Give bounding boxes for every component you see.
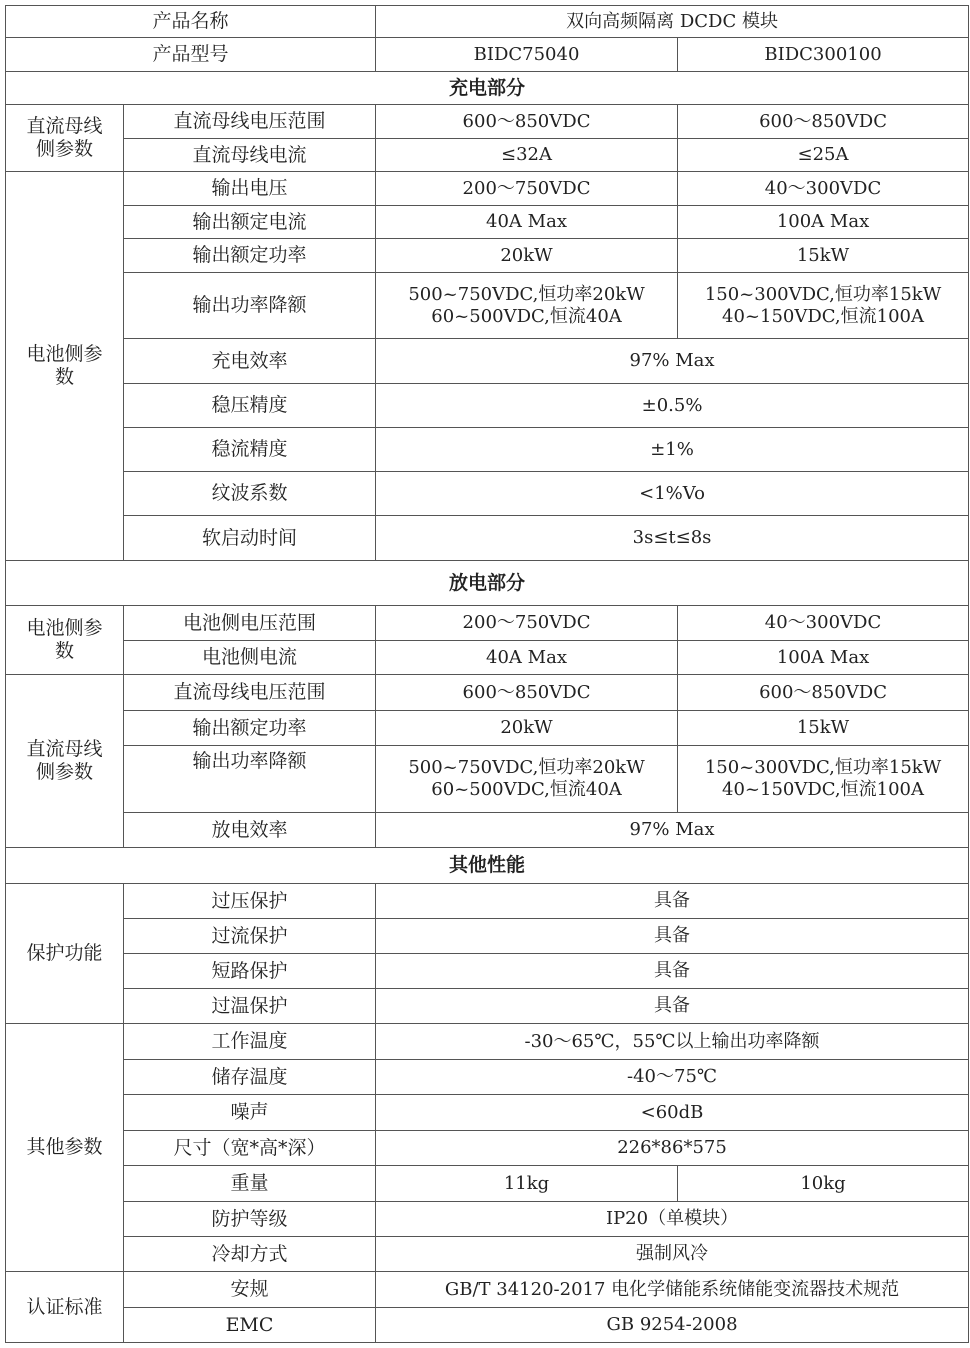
row-label: 噪声	[124, 1095, 376, 1131]
table-row	[6, 273, 969, 339]
row-value: -30～65℃，55℃以上输出功率降额	[376, 1024, 969, 1060]
spec-table	[5, 5, 969, 1343]
row-value-1: 40A Max	[376, 206, 678, 239]
row-value: 97% Max	[376, 813, 969, 848]
row-label: 输出额定电流	[124, 206, 376, 239]
table-row	[6, 1131, 969, 1166]
row-label: 稳流精度	[124, 428, 376, 472]
row-value: ±1%	[376, 428, 969, 472]
table-row	[6, 746, 969, 813]
row-value-2: 10kg	[678, 1166, 969, 1202]
table-row	[6, 1095, 969, 1131]
table-row	[6, 954, 969, 989]
row-value-1: 20kW	[376, 239, 678, 273]
table-row	[6, 1237, 969, 1272]
row-value-1: 600～850VDC	[376, 675, 678, 711]
row-label: 输出电压	[124, 172, 376, 206]
row-label: 输出额定功率	[124, 711, 376, 746]
table-row	[6, 675, 969, 711]
table-row	[6, 428, 969, 472]
row-label: 电池侧电压范围	[124, 606, 376, 641]
section-discharging-row	[6, 561, 969, 606]
table-row	[6, 239, 969, 273]
row-value-1: 600～850VDC	[376, 105, 678, 139]
table-row	[6, 1166, 969, 1202]
table-row	[6, 641, 969, 675]
model-1: BIDC75040	[376, 38, 678, 72]
table-row	[6, 1308, 969, 1343]
row-label: 过压保护	[124, 884, 376, 919]
table-row	[6, 472, 969, 516]
row-value: 具备	[376, 954, 969, 989]
row-value-2: 150~300VDC,恒功率15kW 40~150VDC,恒流100A	[678, 746, 969, 813]
table-row	[6, 606, 969, 641]
row-label: 冷却方式	[124, 1237, 376, 1272]
row-label: 防护等级	[124, 1202, 376, 1237]
row-value-1: 500~750VDC,恒功率20kW 60~500VDC,恒流40A	[376, 746, 678, 813]
table-row	[6, 384, 969, 428]
product-name-value: 双向高频隔离 DCDC 模块	[376, 6, 969, 38]
row-value: 97% Max	[376, 339, 969, 384]
table-row	[6, 206, 969, 239]
group-label-certification: 认证标准	[6, 1272, 124, 1343]
row-label: 充电效率	[124, 339, 376, 384]
row-value-2: 600～850VDC	[678, 105, 969, 139]
row-label: 过温保护	[124, 989, 376, 1024]
section-title-charging: 充电部分	[6, 72, 969, 105]
row-value-2: 40～300VDC	[678, 172, 969, 206]
table-row	[6, 1202, 969, 1237]
row-label: 放电效率	[124, 813, 376, 848]
row-value: 具备	[376, 884, 969, 919]
row-label: 纹波系数	[124, 472, 376, 516]
row-value: 强制风冷	[376, 1237, 969, 1272]
table-row	[6, 139, 969, 172]
row-value: 具备	[376, 919, 969, 954]
row-label: 软启动时间	[124, 516, 376, 561]
product-model-label: 产品型号	[6, 38, 376, 72]
table-row	[6, 813, 969, 848]
row-value: 3s≤t≤8s	[376, 516, 969, 561]
row-label: 输出功率降额	[124, 746, 376, 813]
group-label-discharging-battery: 电池侧参 数	[6, 606, 124, 675]
table-row	[6, 711, 969, 746]
row-value-2: 15kW	[678, 239, 969, 273]
row-value-2: 100A Max	[678, 641, 969, 675]
row-value-1: 200～750VDC	[376, 172, 678, 206]
section-title-other: 其他性能	[6, 848, 969, 884]
row-label: 直流母线电压范围	[124, 105, 376, 139]
row-value: IP20（单模块）	[376, 1202, 969, 1237]
row-value: GB 9254-2008	[376, 1308, 969, 1343]
row-value-2: 15kW	[678, 711, 969, 746]
table-row	[6, 884, 969, 919]
row-value-2: ≤25A	[678, 139, 969, 172]
row-value-1: 40A Max	[376, 641, 678, 675]
row-value: GB/T 34120-2017 电化学储能系统储能变流器技术规范	[376, 1272, 969, 1308]
group-label-charging-battery: 电池侧参 数	[6, 172, 124, 561]
row-label: 输出功率降额	[124, 273, 376, 339]
product-name-label: 产品名称	[6, 6, 376, 38]
row-label: 尺寸（宽*高*深）	[124, 1131, 376, 1166]
row-label: 工作温度	[124, 1024, 376, 1060]
table-row	[6, 172, 969, 206]
row-label: 直流母线电压范围	[124, 675, 376, 711]
section-other-row	[6, 848, 969, 884]
row-label: 短路保护	[124, 954, 376, 989]
row-label: 过流保护	[124, 919, 376, 954]
row-label: 电池侧电流	[124, 641, 376, 675]
row-value: <1%Vo	[376, 472, 969, 516]
row-label: EMC	[124, 1308, 376, 1343]
row-label: 输出额定功率	[124, 239, 376, 273]
group-label-protection: 保护功能	[6, 884, 124, 1024]
row-value-2: 40～300VDC	[678, 606, 969, 641]
group-label-charging-bus: 直流母线 侧参数	[6, 105, 124, 172]
row-value-2: 100A Max	[678, 206, 969, 239]
table-row	[6, 516, 969, 561]
row-value-1: ≤32A	[376, 139, 678, 172]
group-label-discharging-bus: 直流母线 侧参数	[6, 675, 124, 848]
product-name-row	[6, 6, 969, 38]
section-title-discharging: 放电部分	[6, 561, 969, 606]
row-value: 226*86*575	[376, 1131, 969, 1166]
row-value-2: 150~300VDC,恒功率15kW 40~150VDC,恒流100A	[678, 273, 969, 339]
row-label: 直流母线电流	[124, 139, 376, 172]
row-value-2: 600～850VDC	[678, 675, 969, 711]
row-value-1: 20kW	[376, 711, 678, 746]
row-value: ±0.5%	[376, 384, 969, 428]
model-2: BIDC300100	[678, 38, 969, 72]
row-value: <60dB	[376, 1095, 969, 1131]
table-row	[6, 105, 969, 139]
table-row	[6, 1272, 969, 1308]
table-row	[6, 919, 969, 954]
table-row	[6, 339, 969, 384]
row-value: 具备	[376, 989, 969, 1024]
row-value-1: 200～750VDC	[376, 606, 678, 641]
row-label: 重量	[124, 1166, 376, 1202]
row-value-1: 11kg	[376, 1166, 678, 1202]
table-row	[6, 1024, 969, 1060]
group-label-other-params: 其他参数	[6, 1024, 124, 1272]
row-label: 储存温度	[124, 1060, 376, 1095]
section-charging-row	[6, 72, 969, 105]
row-label: 稳压精度	[124, 384, 376, 428]
row-value: -40～75℃	[376, 1060, 969, 1095]
table-row	[6, 989, 969, 1024]
row-value-1: 500~750VDC,恒功率20kW 60~500VDC,恒流40A	[376, 273, 678, 339]
product-model-row	[6, 38, 969, 72]
table-row	[6, 1060, 969, 1095]
row-label: 安规	[124, 1272, 376, 1308]
